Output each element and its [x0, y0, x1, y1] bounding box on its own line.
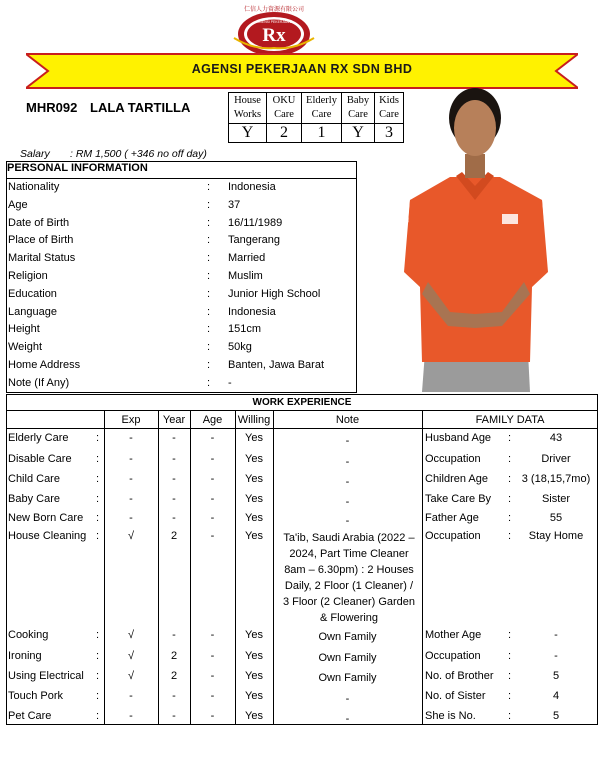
work-year-value: -	[172, 453, 176, 465]
personal-info-value: Banten, Jawa Barat	[228, 359, 325, 371]
personal-info-value: Tangerang	[228, 234, 280, 247]
col-header-family-data: FAMILY DATA	[475, 414, 545, 426]
work-willing-value: Yes	[245, 710, 263, 722]
family-data-label: Occupation	[425, 453, 481, 465]
family-data-value: 5	[552, 710, 560, 722]
work-year-value: -	[172, 629, 176, 641]
candidate-name: LALA TARTILLA	[90, 100, 191, 115]
family-data-label: Occupation	[425, 650, 481, 662]
family-data-label: Father Age	[425, 512, 479, 524]
personal-info-label: Weight	[8, 341, 43, 354]
work-note-value: Own Family	[318, 672, 377, 684]
personal-info-row	[6, 197, 357, 215]
care-header-kids-care: Kids Care	[375, 93, 404, 124]
colon: :	[96, 432, 100, 444]
work-willing-value: Yes	[245, 670, 263, 682]
work-exp-value: -	[129, 473, 133, 485]
personal-info-row	[6, 215, 357, 233]
col-header-note: Note	[335, 414, 360, 426]
family-data-value: 4	[552, 690, 560, 702]
colon: :	[207, 252, 211, 265]
colon: :	[508, 512, 512, 524]
colon: :	[207, 181, 211, 193]
work-willing-value: Yes	[245, 629, 263, 641]
work-exp-value: -	[129, 690, 133, 702]
family-data-value: Sister	[541, 493, 571, 505]
colon: :	[207, 305, 211, 318]
family-data-label: Children Age	[425, 473, 488, 485]
work-note-value: -	[345, 515, 350, 527]
agency-name: AGENSI PEKERJAAN RX SDN BHD	[191, 62, 413, 76]
candidate-photo	[390, 82, 560, 392]
personal-info-row	[6, 375, 357, 393]
family-data-label: Take Care By	[425, 493, 492, 505]
colon: :	[96, 650, 100, 662]
colon: :	[96, 473, 100, 485]
logo-top-text: 仁信人力資源有限公司	[243, 6, 305, 13]
work-year-value: -	[172, 690, 176, 702]
personal-info-label: Nationality	[8, 181, 60, 193]
work-skill-label: Touch Pork	[8, 690, 64, 702]
family-data-value: -	[554, 650, 558, 662]
personal-info-label: Date of Birth	[8, 216, 70, 229]
work-age-value: -	[210, 650, 215, 662]
work-age-value: -	[210, 493, 215, 505]
work-year-value: -	[172, 512, 176, 524]
care-value-kids-care: 3	[375, 124, 404, 143]
personal-info-row	[6, 268, 357, 286]
work-skill-label: New Born Care	[8, 512, 84, 524]
care-header-baby-care: Baby Care	[342, 93, 375, 124]
personal-info-label: Note (If Any)	[8, 376, 70, 389]
work-year-value: 2	[170, 670, 178, 682]
work-skill-label: Ironing	[8, 650, 42, 662]
work-exp-value: √	[127, 670, 135, 682]
work-skill-label: Child Care	[8, 473, 60, 485]
colon: :	[508, 690, 512, 702]
colon: :	[96, 453, 100, 465]
colon: :	[207, 287, 211, 300]
work-willing-value: Yes	[245, 650, 263, 662]
personal-info-row	[6, 232, 357, 250]
care-header-oku-care: OKU Care	[267, 93, 302, 124]
family-data-label: No. of Brother	[425, 670, 494, 682]
work-age-value: -	[210, 473, 215, 485]
colon: :	[96, 530, 100, 542]
work-age-value: -	[210, 453, 215, 465]
family-data-value: 3 (18,15,7mo)	[521, 473, 591, 485]
personal-info-value: Indonesia	[228, 181, 276, 193]
work-age-value: -	[210, 690, 215, 702]
work-year-value: -	[172, 710, 176, 722]
colon: :	[508, 493, 512, 505]
work-age-value: -	[210, 670, 215, 682]
work-exp-value: √	[127, 530, 135, 542]
personal-info-value: -	[228, 376, 232, 389]
personal-info-label: Marital Status	[8, 252, 76, 265]
personal-info-label: Religion	[8, 270, 48, 282]
personal-info-value: 151cm	[228, 323, 262, 336]
work-note-value: Own Family	[318, 631, 377, 643]
work-note-value: -	[345, 476, 350, 488]
personal-info-row	[6, 357, 357, 375]
house-cleaning-note: Ta'ib, Saudi Arabia (2022 – 2024, Part Time Cleaner 8am – 6.30pm) : 2 Houses Daily, 2 Floor (1 Cleaner) / 3 Floor (2 Cleaner) Garden & Flowering	[282, 532, 416, 624]
logo-inner-text: AGENSI PEKERJAAN	[257, 20, 291, 24]
personal-info-row	[6, 179, 357, 197]
care-value-baby-care: Y	[342, 124, 375, 143]
divider	[422, 410, 423, 725]
colon: :	[207, 270, 211, 282]
work-age-value: -	[210, 710, 215, 722]
work-year-value: 2	[170, 650, 178, 662]
work-note-value: Own Family	[318, 652, 377, 664]
work-year-value: -	[172, 473, 176, 485]
colon: :	[207, 359, 211, 371]
work-willing-value: Yes	[245, 432, 263, 444]
work-year-value: 2	[170, 530, 178, 542]
colon: :	[207, 323, 211, 336]
family-data-value: 55	[549, 512, 563, 524]
personal-info-label: Place of Birth	[8, 234, 74, 247]
colon: :	[96, 629, 100, 641]
colon: :	[96, 512, 100, 524]
work-exp-value: -	[129, 512, 133, 524]
colon: :	[96, 493, 100, 505]
work-exp-value: -	[129, 493, 133, 505]
colon: :	[508, 670, 512, 682]
personal-info-row	[6, 286, 357, 304]
work-age-value: -	[210, 512, 215, 524]
colon: :	[508, 629, 512, 641]
col-header-exp: Exp	[121, 414, 141, 426]
colon: :	[207, 198, 211, 211]
family-data-value: -	[554, 629, 558, 641]
work-experience-title: WORK EXPERIENCE	[252, 397, 352, 408]
work-skill-label: Pet Care	[8, 710, 52, 722]
work-exp-value: -	[129, 710, 133, 722]
salary-label: Salary	[20, 148, 50, 160]
care-header-house-works: House Works	[229, 93, 267, 124]
colon: :	[508, 453, 512, 465]
personal-info-value: Muslim	[228, 270, 263, 282]
work-skill-label: Disable Care	[8, 453, 72, 465]
col-header-age: Age	[202, 414, 223, 426]
work-skill-label: Baby Care	[8, 493, 60, 505]
work-willing-value: Yes	[245, 512, 263, 524]
colon: :	[508, 650, 512, 662]
personal-info-label: Age	[8, 198, 28, 211]
work-age-value: -	[210, 629, 215, 641]
work-willing-value: Yes	[245, 453, 263, 465]
personal-info-label: Height	[8, 323, 40, 336]
colon: :	[207, 341, 211, 354]
work-age-value: -	[210, 432, 215, 444]
agency-logo	[214, 4, 334, 58]
colon: :	[207, 216, 211, 229]
work-skill-label: Cooking	[8, 629, 49, 641]
salary-value: : RM 1,500 ( +346 no off day)	[70, 148, 207, 160]
work-exp-value: -	[129, 453, 133, 465]
care-value-house-works: Y	[229, 124, 267, 143]
family-data-value: Stay Home	[528, 530, 584, 542]
colon: :	[207, 376, 211, 389]
personal-info-list	[6, 179, 357, 391]
personal-info-value: 50kg	[228, 341, 252, 354]
work-willing-value: Yes	[245, 473, 263, 485]
personal-info-value: 37	[228, 198, 241, 211]
col-header-year: Year	[162, 414, 186, 426]
colon: :	[207, 234, 211, 247]
care-value-elderly-care: 1	[302, 124, 342, 143]
work-skill-label: Elderly Care	[8, 432, 69, 444]
work-note-value: -	[345, 496, 350, 508]
work-year-value: -	[172, 493, 176, 505]
personal-info-row	[6, 321, 357, 339]
work-note-value: -	[345, 713, 350, 725]
work-note-value: -	[345, 456, 350, 468]
work-skill-label: Using Electrical	[8, 670, 84, 682]
work-year-value: -	[172, 432, 176, 444]
family-data-value: Driver	[541, 453, 571, 465]
family-data-label: Husband Age	[425, 432, 492, 444]
colon: :	[508, 530, 512, 542]
work-willing-value: Yes	[245, 493, 263, 505]
personal-info-title: PERSONAL INFORMATION	[7, 162, 148, 174]
care-value-oku-care: 2	[267, 124, 302, 143]
family-data-label: No. of Sister	[425, 690, 486, 702]
work-willing-value: Yes	[245, 530, 263, 542]
family-data-label: She is No.	[425, 710, 476, 722]
work-exp-value: -	[129, 432, 133, 444]
colon: :	[96, 670, 100, 682]
personal-info-row	[6, 304, 357, 322]
work-note-value: -	[345, 693, 350, 705]
family-data-value: 5	[552, 670, 560, 682]
colon: :	[508, 473, 512, 485]
divider	[6, 428, 598, 429]
care-table	[228, 92, 404, 143]
family-data-value: 43	[549, 432, 563, 444]
col-header-willing: Willing	[237, 414, 271, 426]
personal-info-label: Home Address	[8, 359, 81, 371]
personal-info-label: Language	[8, 305, 57, 318]
work-exp-value: √	[127, 629, 135, 641]
colon: :	[508, 432, 512, 444]
personal-info-row	[6, 250, 357, 268]
divider	[6, 410, 598, 411]
family-data-label: Occupation	[425, 530, 481, 542]
candidate-code: MHR092	[26, 100, 78, 115]
personal-info-value: 16/11/1989	[228, 216, 283, 229]
colon: :	[96, 690, 100, 702]
work-age-value: -	[210, 530, 215, 542]
personal-info-value: Junior High School	[228, 287, 321, 300]
family-data-label: Mother Age	[425, 629, 482, 641]
personal-info-label: Education	[8, 287, 57, 300]
care-header-elderly-care: Elderly Care	[302, 93, 342, 124]
work-willing-value: Yes	[245, 690, 263, 702]
work-exp-value: √	[127, 650, 135, 662]
logo-mark: Rx	[262, 25, 286, 46]
work-note-value: -	[345, 435, 350, 447]
personal-info-value: Married	[228, 252, 266, 265]
personal-info-row	[6, 339, 357, 357]
work-skill-label: House Cleaning	[8, 530, 87, 542]
colon: :	[508, 710, 512, 722]
personal-info-value: Indonesia	[228, 305, 276, 318]
colon: :	[96, 710, 100, 722]
